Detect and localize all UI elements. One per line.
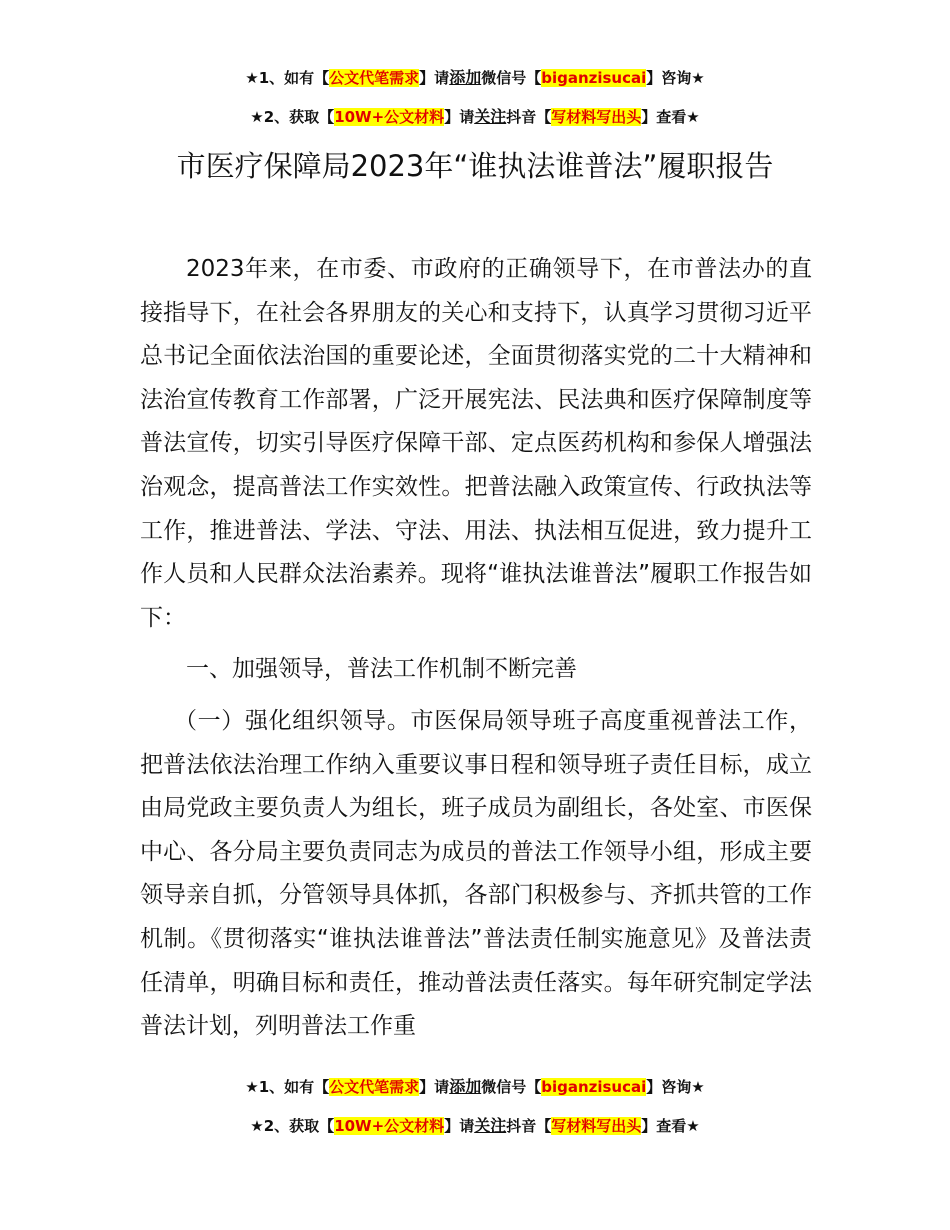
banner-emphasis: 关注 xyxy=(474,107,507,126)
banner-text: 】查看★ xyxy=(641,1117,700,1135)
paragraph-organization: （一）强化组织领导。市医保局领导班子高度重视普法工作，把普法依法治理工作纳入重要议事日程和领导班子责任目标，成立由局党政主要负责人为组长，班子成员为副组长，各处室、市医保中心、各分局主要负责同志为成员的普法工作领导小组，形成主要领导亲自抓，分管领导具体抓，各部门积极参与、齐抓共管的工作机制。《贯彻落实“谁执法谁普法”普法责任制实施意见》及普法责任清单，明确目标和责任，推动普法责任落实。每年研究制定学法普法计划，列明普法工作重 xyxy=(140,707,812,1040)
banner-text: 抖音【 xyxy=(506,108,552,126)
banner-emphasis: 添加 xyxy=(449,1077,482,1096)
top-banner-line-1 xyxy=(0,68,950,88)
banner-text: 】咨询★ xyxy=(646,69,705,87)
banner-highlight: 公文代笔需求 xyxy=(329,69,420,87)
banner-text: 微信号【 xyxy=(481,1078,542,1096)
banner-text: ★2、获取【 xyxy=(250,1117,335,1135)
banner-text: 】查看★ xyxy=(641,108,700,126)
banner-douyin-id: 写材料写出头 xyxy=(551,108,642,126)
banner-emphasis: 添加 xyxy=(449,68,482,87)
bottom-banner-line-2 xyxy=(0,1116,950,1136)
banner-text: 微信号【 xyxy=(481,69,542,87)
banner-wechat-id: biganzisucai xyxy=(541,69,647,87)
top-banner-line-2 xyxy=(0,107,950,127)
banner-highlight: 公文代笔需求 xyxy=(329,1078,420,1096)
banner-text: 】请 xyxy=(419,69,450,87)
banner-highlight: 10W+公文材料 xyxy=(334,1117,445,1135)
banner-douyin-id: 写材料写出头 xyxy=(551,1117,642,1135)
section-heading-1: 一、加强领导，普法工作机制不断完善 xyxy=(186,656,577,683)
banner-emphasis: 关注 xyxy=(474,1116,507,1135)
banner-text: 】请 xyxy=(444,1117,475,1135)
banner-text: ★2、获取【 xyxy=(250,108,335,126)
bottom-banner-line-1 xyxy=(0,1077,950,1097)
banner-text: ★1、如有【 xyxy=(245,69,330,87)
banner-text: 】咨询★ xyxy=(646,1078,705,1096)
banner-text: 抖音【 xyxy=(506,1117,552,1135)
banner-highlight: 10W+公文材料 xyxy=(334,108,445,126)
document-body xyxy=(140,248,812,1049)
banner-text: 】请 xyxy=(444,108,475,126)
banner-wechat-id: biganzisucai xyxy=(541,1078,647,1096)
banner-text: 】请 xyxy=(419,1078,450,1096)
document-title: 市医疗保障局2023年“谁执法谁普法”履职报告 xyxy=(176,149,774,183)
paragraph-intro: 2023年来，在市委、市政府的正确领导下，在市普法办的直接指导下，在社会各界朋友的关心和支持下，认真学习贯彻习近平总书记全面依法治国的重要论述，全面贯彻落实党的二十大精神和法治宣传教育工作部署，广泛开展宪法、民法典和医疗保障制度等普法宣传，切实引导医疗保障干部、定点医药机构和参保人增强法治观念，提高普法工作实效性。把普法融入政策宣传、行政执法等工作，推进普法、学法、守法、用法、执法相互促进，致力提升工作人员和人民群众法治素养。现将“谁执法谁普法”履职工作报告如下： xyxy=(140,256,812,631)
banner-text: ★1、如有【 xyxy=(245,1078,330,1096)
